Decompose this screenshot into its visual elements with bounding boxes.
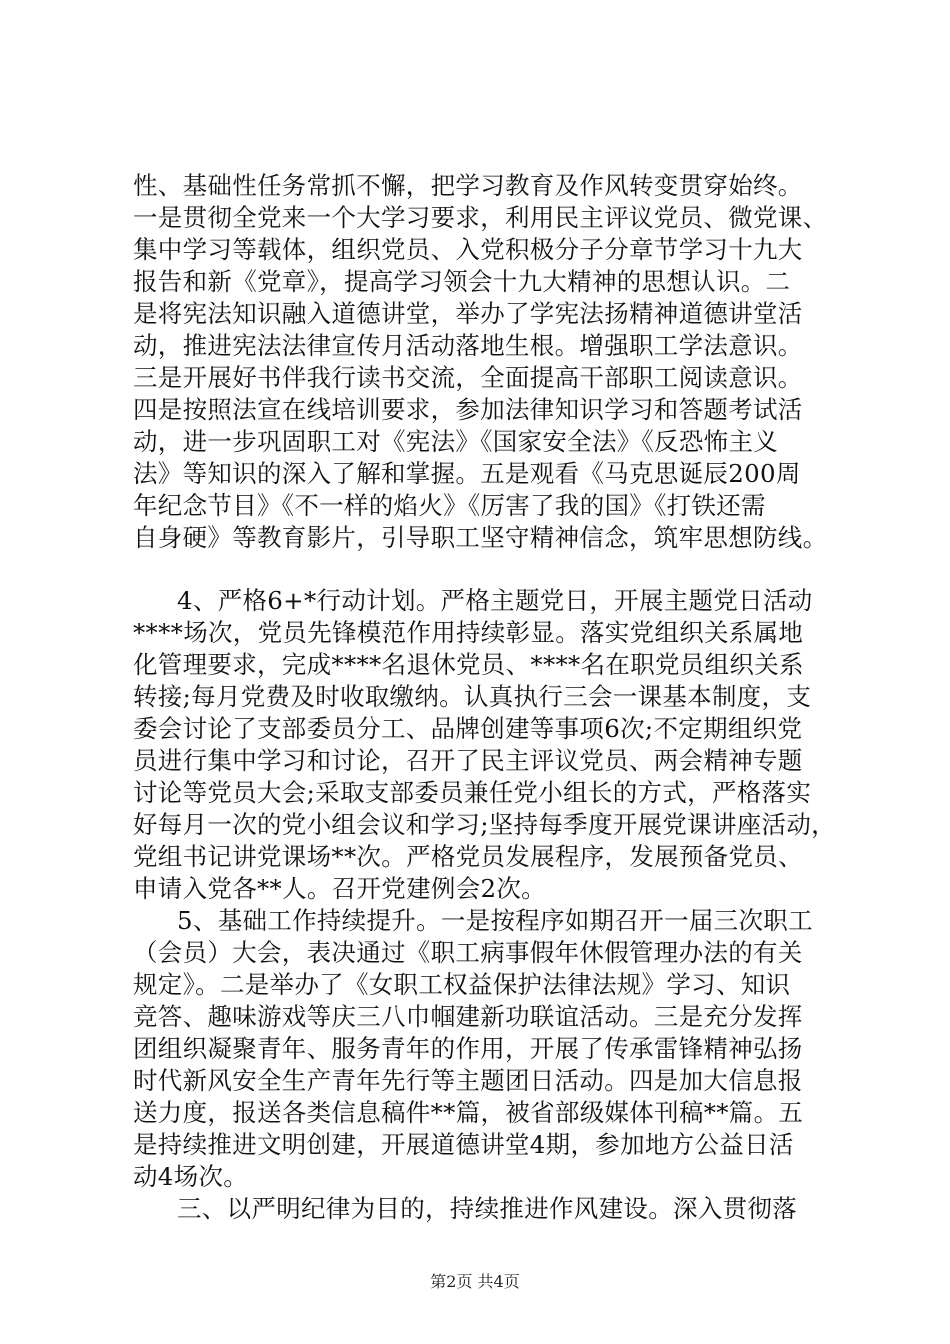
page-number-footer: 第2页 共4页 xyxy=(430,1272,520,1291)
text-line: 送力度，报送各类信息稿件**篇，被省部级媒体刊稿**篇。五 xyxy=(133,1098,804,1127)
text-line: 法》等知识的深入了解和掌握。五是观看《马克思诞辰200周 xyxy=(133,459,801,488)
text-line: 自身硬》等教育影片，引导职工坚守精神信念，筑牢思想防线。 xyxy=(133,523,828,552)
text-line: 规定》。二是举办了《女职工权益保护法律法规》学习、知识 xyxy=(133,970,791,999)
text-line: 4、严格6+*行动计划。严格主题党日，开展主题党日活动 xyxy=(177,586,813,615)
document-body xyxy=(133,170,853,1225)
text-line: 年纪念节目》《不一样的焰火》《厉害了我的国》《打铁还需 xyxy=(133,491,766,520)
text-line: 时代新风安全生产青年先行等主题团日活动。四是加大信息报 xyxy=(133,1066,803,1095)
text-line: 报告和新《党章》，提高学习领会十九大精神的思想认识。二 xyxy=(133,267,791,296)
text-line: 三是开展好书伴我行读书交流，全面提高干部职工阅读意识。 xyxy=(133,363,803,392)
paragraph-spacer xyxy=(133,554,853,585)
text-line: 一是贯彻全党来一个大学习要求，利用民主评议党员、微党课、 xyxy=(133,203,828,232)
text-line: ****场次，党员先锋模范作用持续彰显。落实党组织关系属地 xyxy=(133,618,804,647)
text-line: 委会讨论了支部委员分工、品牌创建等事项6次;不定期组织党 xyxy=(133,714,803,743)
text-line: 党组书记讲党课场**次。严格党员发展程序，发展预备党员、 xyxy=(133,842,803,871)
text-line: 集中学习等载体，组织党员、入党积极分子分章节学习十九大 xyxy=(133,235,803,264)
text-line: 四是按照法宣在线培训要求，参加法律知识学习和答题考试活 xyxy=(133,395,803,424)
text-line: 好每月一次的党小组会议和学习;坚持每季度开展党课讲座活动， xyxy=(133,810,836,839)
text-line: 团组织凝聚青年、服务青年的作用，开展了传承雷锋精神弘扬 xyxy=(133,1034,803,1063)
text-line: 竞答、趣味游戏等庆三八巾帼建新功联谊活动。三是充分发挥 xyxy=(133,1002,803,1031)
paragraph xyxy=(133,1193,853,1225)
text-line: 三、以严明纪律为目的，持续推进作风建设。深入贯彻落 xyxy=(177,1194,797,1223)
text-line: 是持续推进文明创建，开展道德讲堂4期，参加地方公益日活 xyxy=(133,1130,794,1159)
text-line: 5、基础工作持续提升。一是按程序如期召开一届三次职工 xyxy=(177,906,813,935)
text-line: 动4场次。 xyxy=(133,1162,249,1191)
text-line: 动，推进宪法法律宣传月活动落地生根。增强职工学法意识。 xyxy=(133,331,803,360)
text-line: 员进行集中学习和讨论，召开了民主评议党员、两会精神专题 xyxy=(133,746,803,775)
text-line: 讨论等党员大会;采取支部委员兼任党小组长的方式，严格落实 xyxy=(133,778,812,807)
text-line: 动，进一步巩固职工对《宪法》《国家安全法》《反恐怖主义 xyxy=(133,427,779,456)
text-line: 转接;每月党费及时收取缴纳。认真执行三会一课基本制度，支 xyxy=(133,682,812,711)
text-line: （会员）大会，表决通过《职工病事假年休假管理办法的有关 xyxy=(133,938,803,967)
text-line: 化管理要求，完成****名退休党员、****名在职党员组织关系 xyxy=(133,650,804,679)
paragraph xyxy=(133,585,853,905)
text-line: 性、基础性任务常抓不懈，把学习教育及作风转变贯穿始终。 xyxy=(133,171,803,200)
paragraph xyxy=(133,170,853,554)
paragraph xyxy=(133,905,853,1193)
text-line: 是将宪法知识融入道德讲堂，举办了学宪法扬精神道德讲堂活 xyxy=(133,299,803,328)
text-line: 申请入党各**人。召开党建例会2次。 xyxy=(133,874,546,903)
